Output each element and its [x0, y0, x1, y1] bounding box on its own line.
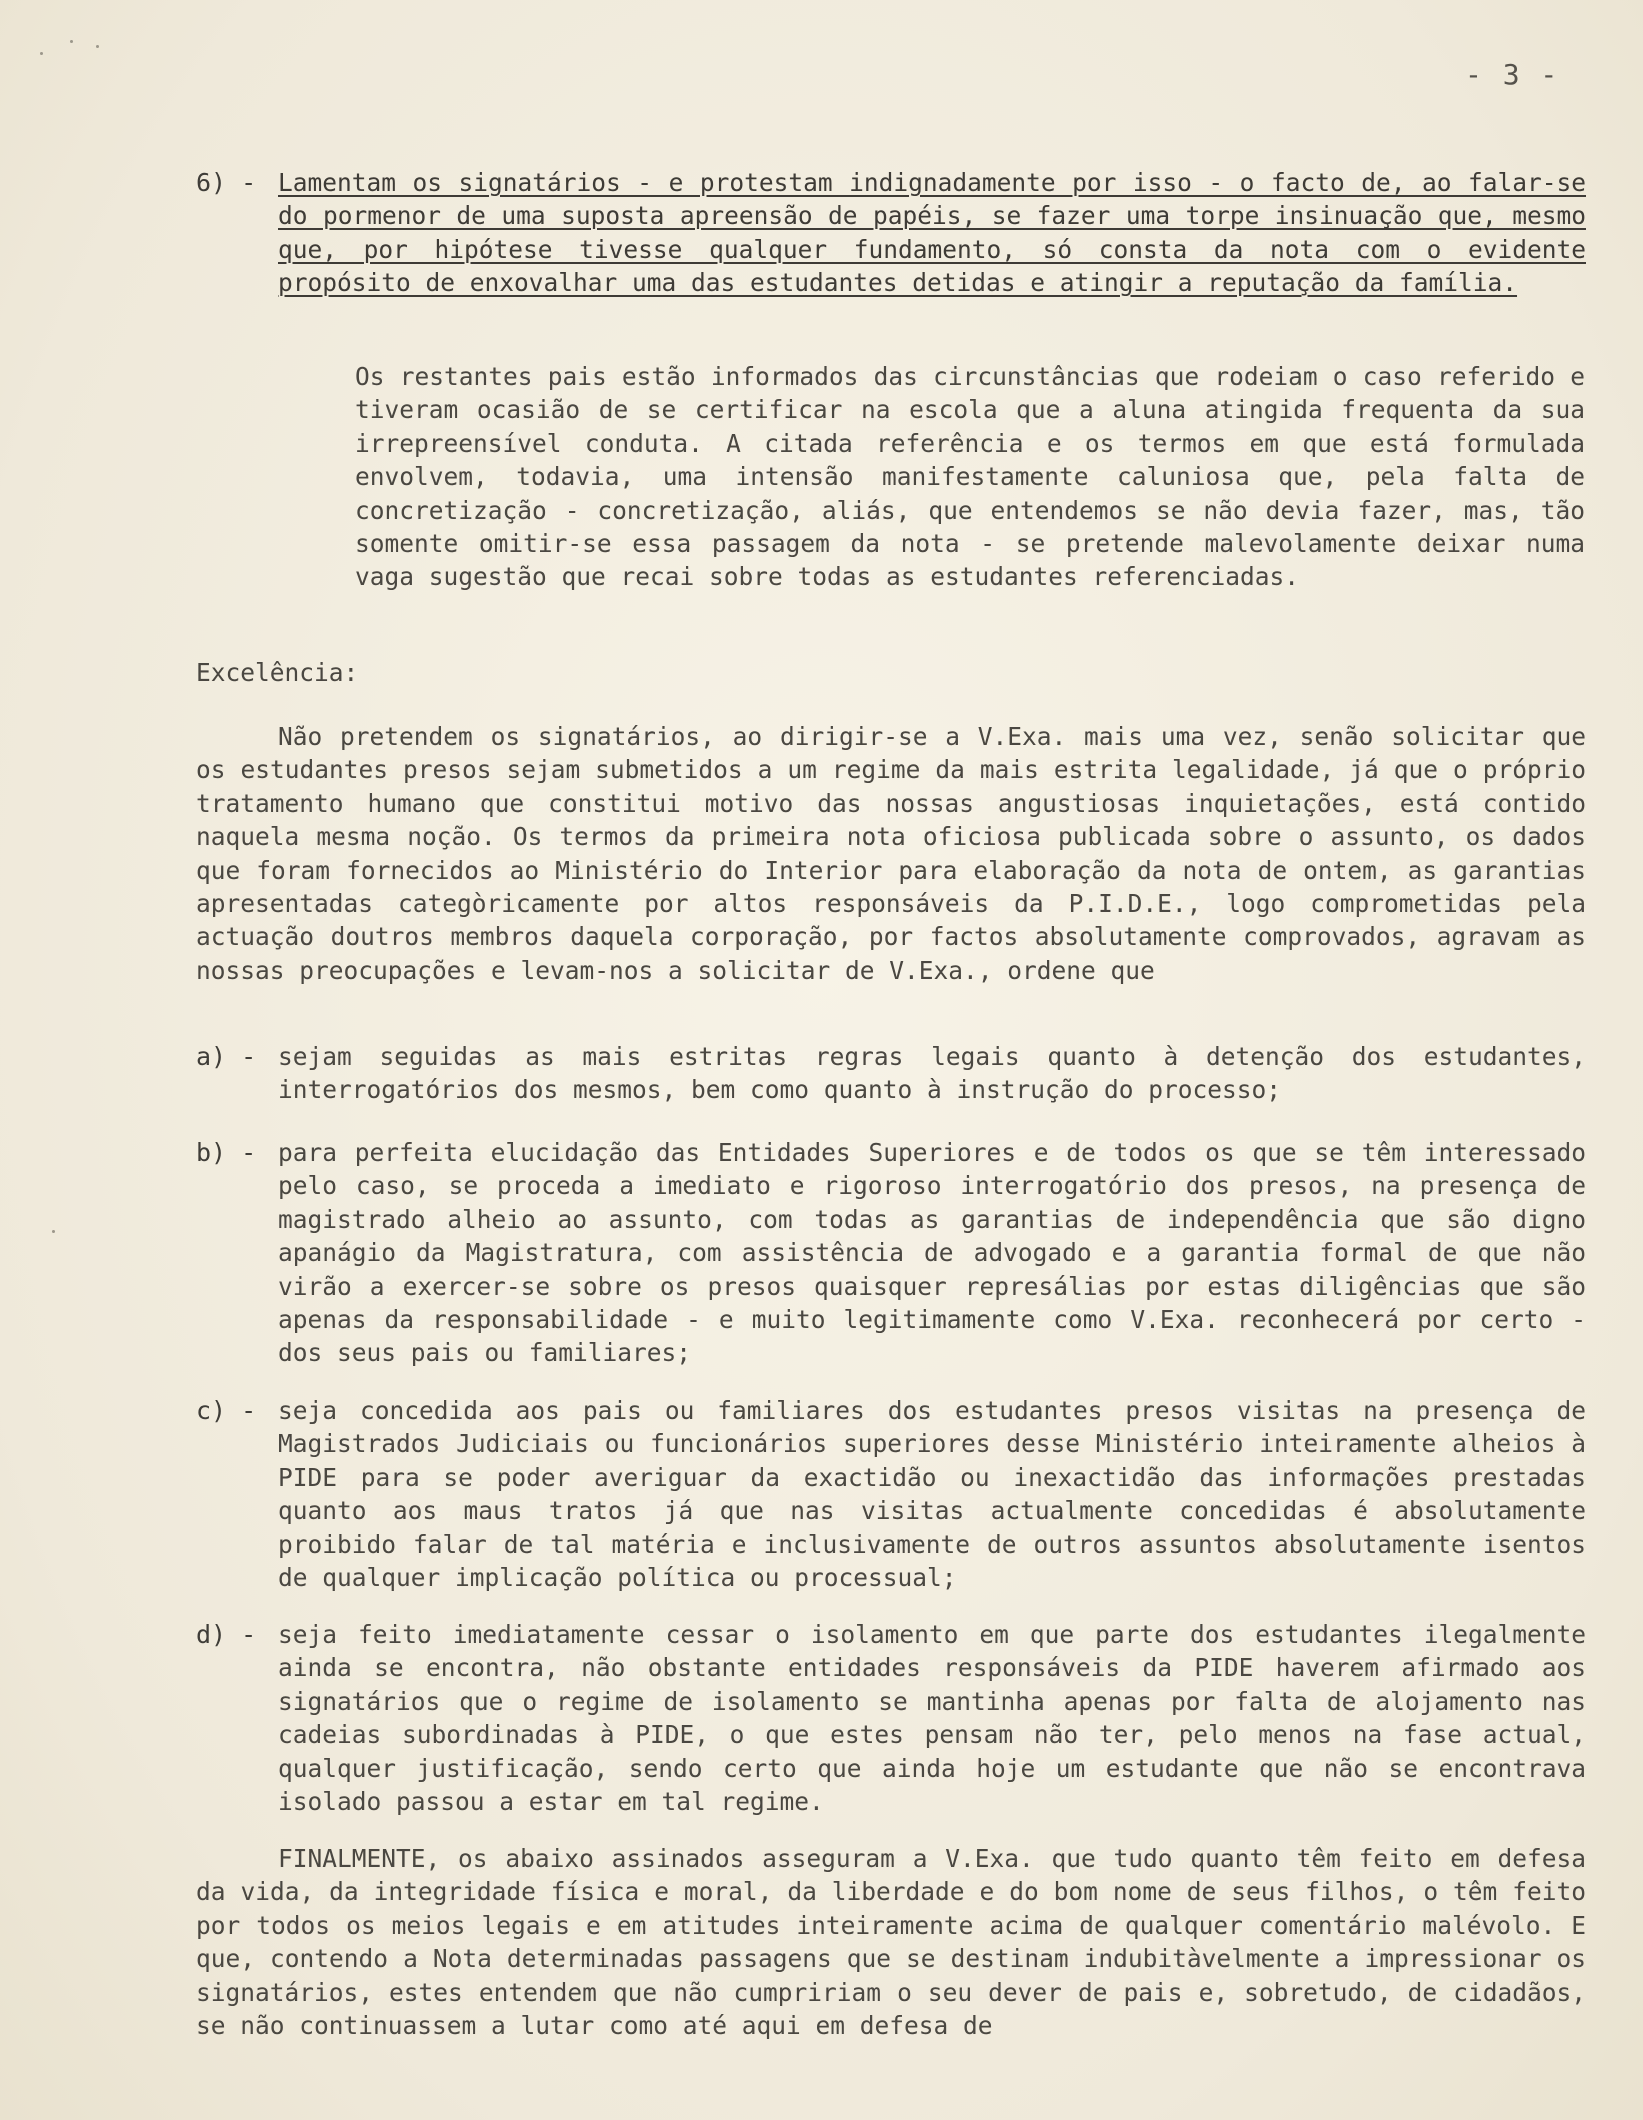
request-marker: c) -	[196, 1396, 257, 1425]
request-text: seja feito imediatamente cessar o isolamento em que parte dos estudantes ilegalmente ainda se encontra, não obstante entidades responsáveis da PIDE haverem afirmado aos signatários que o regime de isolamento se mantinha apenas por falta de alojamento nas cadeias subordinadas à PIDE, o que estes pensam não ter, pelo menos na fase actual, qualquer justificação, sendo certo que ainda hoje um estudante que não se encontrava isolado passou a estar em tal regime.	[278, 1620, 1586, 1817]
request-text: sejam seguidas as mais estritas regras legais quanto à detenção dos estudantes, interrogatórios dos mesmos, bem como quanto à instrução do processo;	[278, 1042, 1586, 1105]
paper-speck	[52, 1230, 55, 1233]
paragraph-request: Não pretendem os signatários, ao dirigir-se a V.Exa. mais uma vez, senão solicitar que os estudantes presos sejam submetidos a um regime da mais estrita legalidade, já que o próprio tratamento humano que constitui motivo das nossas angustiosas inquietações, está contido naquela mesma noção. Os termos da primeira nota oficiosa publicada sobre o assunto, os dados que foram fornecidos ao Ministério do Interior para elaboração da nota de ontem, as garantias apresentadas categòricamente por altos responsáveis da P.I.D.E., logo comprometidas pela actuação doutros membros daquela corporação, por factos absolutamente comprovados, agravam as nossas preocupações e levam-nos a solicitar de V.Exa., ordene que	[196, 722, 1586, 985]
request-item-a	[196, 1040, 1586, 1107]
paragraph-final: FINALMENTE, os abaixo assinados asseguram a V.Exa. que tudo quanto têm feito em defesa da vida, da integridade física e moral, da liberdade e do bom nome de seus filhos, o têm feito por todos os meios legais e em atitudes inteiramente acima de qualquer comentário malévolo. E que, contendo a Nota determinadas passagens que se destinam indubitàvelmente a impressionar os signatários, estes entendem que não cumpririam o seu dever de pais e, sobretudo, de cidadãos, se não continuassem a lutar como até aqui em defesa de	[196, 1844, 1586, 2041]
request-text: seja concedida aos pais ou familiares dos estudantes presos visitas na presença de Magistrados Judiciais ou funcionários superiores desse Ministério inteiramente alheios à PIDE para se poder averiguar da exactidão ou inexactidão das informações prestadas quanto aos maus tratos já que nas visitas actualmente concedidas é absolutamente proibido falar de tal matéria e inclusivamente de outros assuntos absolutamente isentos de qualquer implicação política ou processual;	[278, 1396, 1586, 1593]
request-marker: b) -	[196, 1138, 257, 1167]
paragraph-parents: Os restantes pais estão informados das circunstâncias que rodeiam o caso referido e tiveram ocasião de se certificar na escola que a aluna atingida frequenta da sua irrepreensível conduta. A citada referência e os termos em que está formulada envolvem, todavia, uma intensão manifestamente caluniosa que, pela falta de concretização - concretização, aliás, que entendemos se não devia fazer, mas, tão somente omitir-se essa passagem da nota - se pretende malevolamente deixar numa vaga sugestão que recai sobre todas as estudantes referenciadas.	[355, 362, 1585, 592]
page-number: - 3 -	[1465, 58, 1560, 91]
paper-speck	[70, 40, 73, 43]
item-6-marker: 6) -	[196, 168, 257, 197]
request-item-d	[196, 1618, 1586, 1818]
paper-speck	[40, 52, 43, 55]
item-6-text: Lamentam os signatários - e protestam indignadamente por isso - o facto de, ao falar-se do pormenor de uma suposta apreensão de papéis, se fazer uma torpe insinuação que, mesmo que, por hipótese tivesse qualquer fundamento, só consta da nota com o evidente propósito de enxovalhar uma das estudantes detidas e atingir a reputação da família.	[278, 168, 1586, 298]
request-marker: a) -	[196, 1042, 257, 1071]
request-marker: d) -	[196, 1620, 257, 1649]
request-text: para perfeita elucidação das Entidades Superiores e de todos os que se têm interessado pelo caso, se proceda a imediato e rigoroso interrogatório dos presos, na presença de magistrado alheio ao assunto, com todas as garantias de independência que são digno apanágio da Magistratura, com assistência de advogado e a garantia formal de que não virão a exercer-se sobre os presos quaisquer represálias por estas diligências que são apenas da responsabilidade - e muito legitimamente como V.Exa. reconhecerá por certo - dos seus pais ou familiares;	[278, 1138, 1586, 1368]
request-item-c	[196, 1394, 1586, 1594]
item-6	[196, 166, 1586, 300]
request-item-b	[196, 1136, 1586, 1370]
salutation: Excelência:	[196, 658, 359, 687]
paper-speck	[96, 45, 99, 48]
